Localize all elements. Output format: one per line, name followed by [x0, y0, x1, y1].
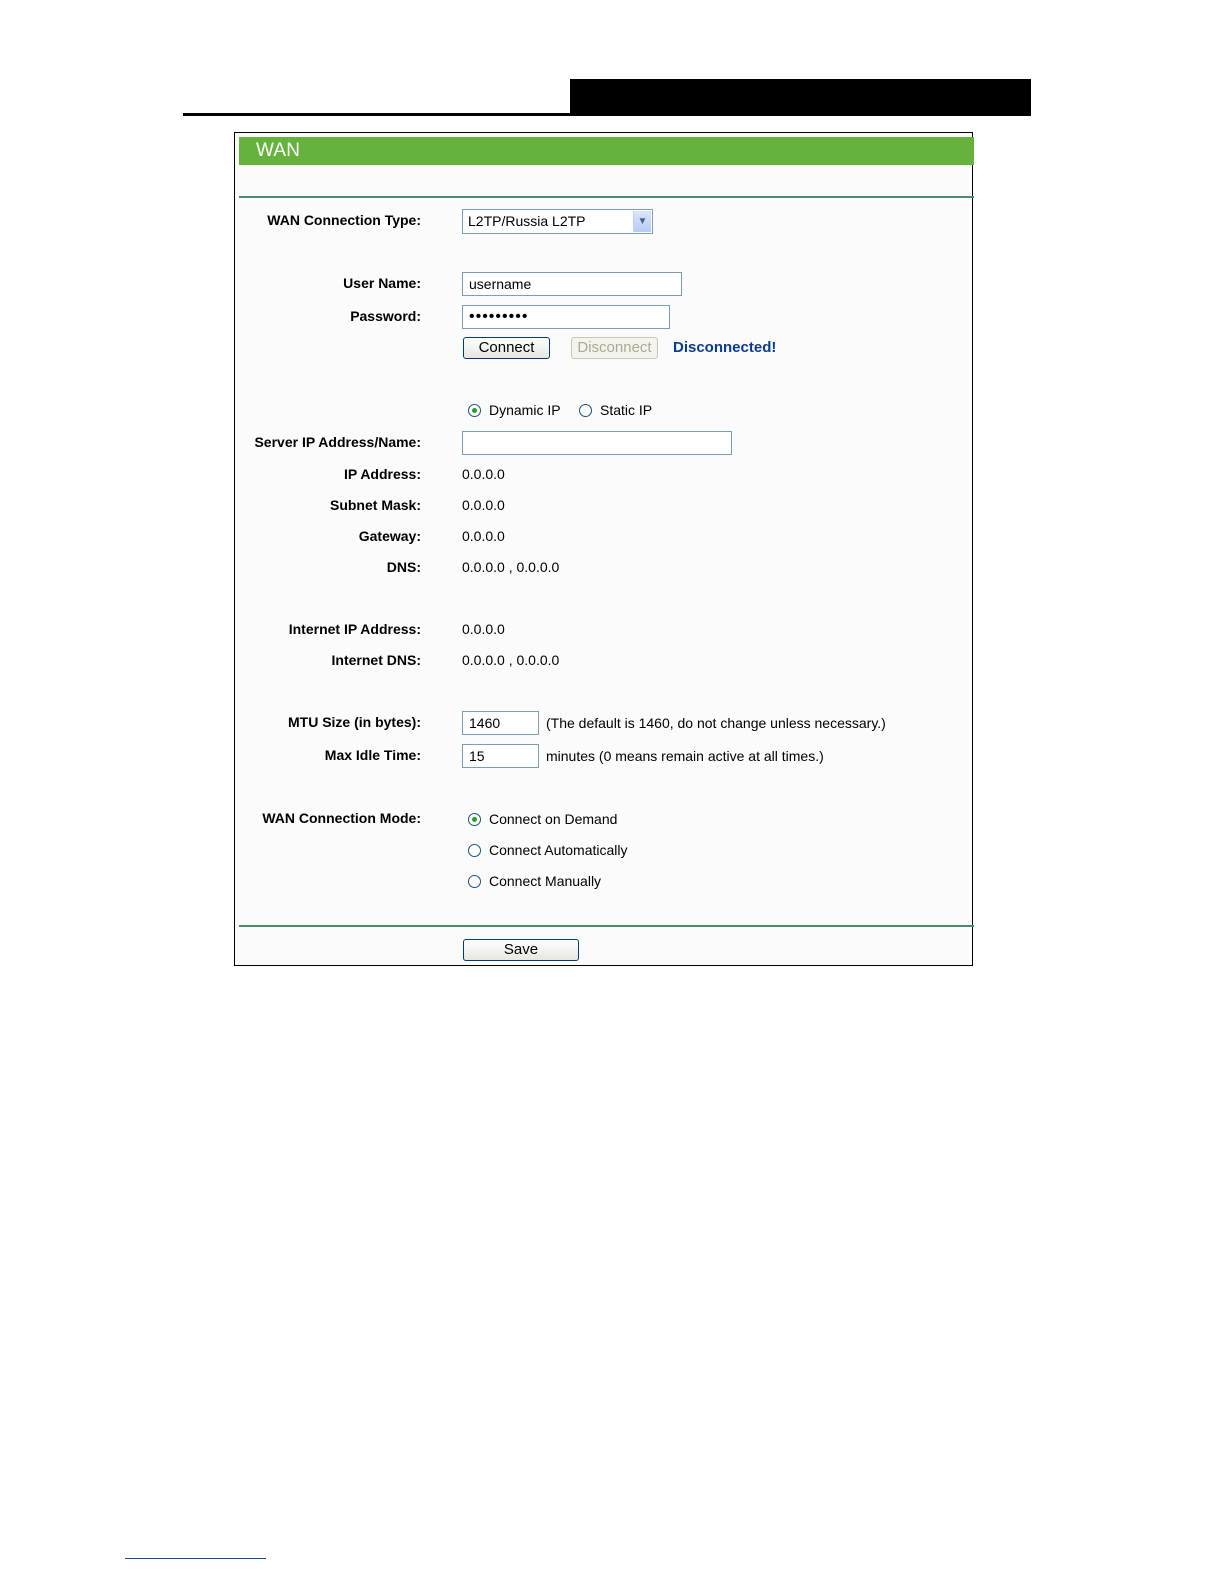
connect-manually-label: Connect Manually: [489, 873, 602, 889]
connect-automatically-radio[interactable]: [468, 844, 481, 857]
internet-dns-value: 0.0.0.0 , 0.0.0.0: [462, 652, 560, 668]
static-ip-radio[interactable]: [579, 404, 592, 417]
connect-button[interactable]: Connect: [463, 337, 550, 359]
internet-ip-label: Internet IP Address:: [288, 621, 421, 637]
user-name-input[interactable]: username: [462, 272, 682, 296]
mtu-hint: (The default is 1460, do not change unless necessary.): [546, 715, 886, 731]
subnet-mask-value: 0.0.0.0: [462, 497, 505, 513]
internet-dns-label: Internet DNS:: [331, 652, 421, 668]
password-input[interactable]: •••••••••: [462, 305, 670, 329]
top-divider: [239, 196, 974, 198]
ip-address-value: 0.0.0.0: [462, 466, 505, 482]
connect-automatically-label: Connect Automatically: [489, 842, 628, 858]
footer-link-rule: [125, 1558, 266, 1559]
connect-manually-radio[interactable]: [468, 875, 481, 888]
panel-title-bar: [239, 137, 974, 165]
disconnect-button[interactable]: Disconnect: [571, 337, 658, 359]
server-label: Server IP Address/Name:: [254, 434, 421, 450]
server-input[interactable]: [462, 431, 732, 455]
connection-status: Disconnected!: [673, 339, 777, 356]
mtu-input[interactable]: 1460: [462, 711, 539, 735]
gateway-label: Gateway:: [358, 528, 421, 544]
save-button[interactable]: Save: [463, 939, 579, 961]
static-ip-label: Static IP: [600, 402, 653, 418]
dynamic-ip-radio[interactable]: [468, 404, 481, 417]
wan-settings-panel: [234, 132, 973, 966]
bottom-divider: [239, 925, 974, 927]
dns-label: DNS:: [386, 559, 421, 575]
chevron-down-icon[interactable]: ▼: [633, 211, 651, 232]
dns-value: 0.0.0.0 , 0.0.0.0: [462, 559, 560, 575]
idle-hint: minutes (0 means remain active at all times.): [546, 748, 824, 764]
idle-time-input[interactable]: 15: [462, 744, 539, 768]
connection-mode-label: WAN Connection Mode:: [262, 810, 421, 826]
page-header-rule: [183, 113, 1031, 116]
connection-type-select[interactable]: [462, 209, 653, 234]
gateway-value: 0.0.0.0: [462, 528, 505, 544]
ip-address-label: IP Address:: [343, 466, 421, 482]
internet-ip-value: 0.0.0.0: [462, 621, 505, 637]
panel-title: WAN: [256, 140, 301, 161]
mtu-label: MTU Size (in bytes):: [287, 714, 421, 730]
subnet-mask-label: Subnet Mask:: [329, 497, 421, 513]
connect-on-demand-label: Connect on Demand: [489, 811, 618, 827]
connection-type-label: WAN Connection Type:: [267, 212, 421, 228]
connect-on-demand-radio[interactable]: [468, 813, 481, 826]
connection-type-value: L2TP/Russia L2TP: [468, 213, 586, 229]
user-name-label: User Name:: [343, 275, 421, 291]
password-label: Password:: [350, 308, 421, 324]
idle-label: Max Idle Time:: [324, 747, 421, 763]
page-header-block: [570, 79, 1031, 116]
dynamic-ip-label: Dynamic IP: [489, 402, 561, 418]
